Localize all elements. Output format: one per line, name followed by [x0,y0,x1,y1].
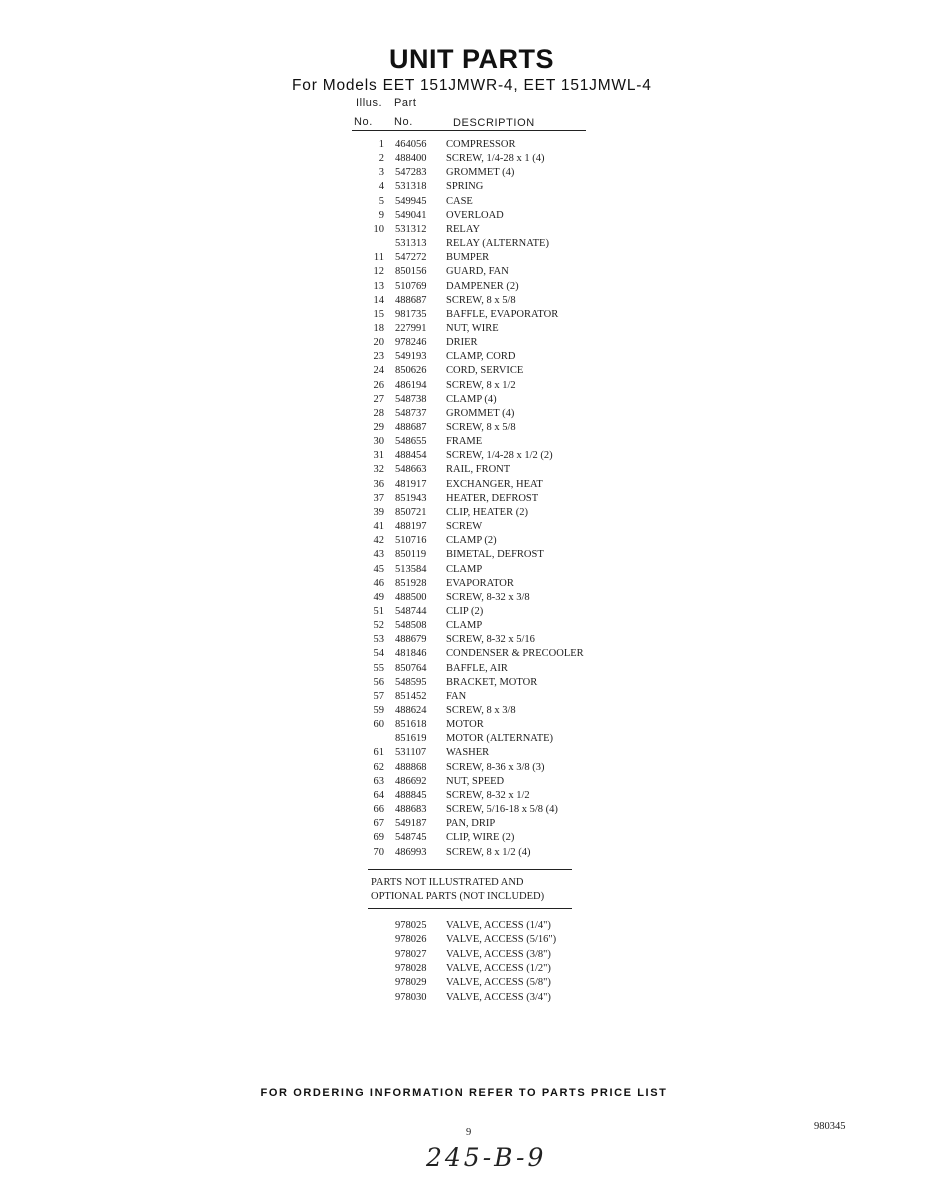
part-description: RELAY (ALTERNATE) [446,238,549,250]
illus-number: 18 [373,322,384,334]
parts-row [0,265,943,279]
optional-parts-row [0,976,943,990]
part-description: SCREW, 8 x 1/2 [446,379,516,391]
part-number: 549041 [395,209,427,221]
part-description: CASE [446,195,473,207]
part-number: 488679 [395,634,427,646]
part-number: 547283 [395,167,427,179]
parts-row [0,393,943,407]
illus-number: 15 [373,308,384,320]
part-description: SCREW, 8-32 x 5/16 [446,634,535,646]
part-description: SCREW [446,521,483,533]
illus-number: 59 [373,705,384,716]
parts-row [0,619,943,633]
illus-header-top: Illus. [356,97,383,109]
illus-number: 67 [373,818,384,830]
part-number: 488687 [395,294,427,306]
illus-number: 45 [373,563,384,575]
illus-number: 32 [373,464,384,476]
optional-parts-row [0,933,943,947]
parts-row [0,195,943,209]
illus-number: 42 [373,535,384,547]
part-description: HEATER, DEFROST [446,492,539,504]
illus-number: 29 [373,422,384,433]
document-code: 980345 [814,1121,846,1132]
parts-row [0,633,943,647]
part-description: BUMPER [446,252,490,264]
part-number: 547272 [395,252,427,264]
handwritten-note: 245-B-9 [426,1143,547,1172]
part-number: 978028 [395,962,427,974]
part-number: 486993 [395,846,427,858]
part-number: 531313 [395,238,427,250]
description-header: DESCRIPTION [453,117,535,129]
part-description: COMPRESSOR [446,139,516,150]
illus-number: 43 [373,549,384,561]
part-description: DAMPENER (2) [446,280,519,292]
parts-row [0,704,943,718]
optional-parts-row [0,962,943,976]
illus-number: 62 [373,761,384,773]
parts-row [0,407,943,421]
section-divider [368,869,572,870]
optional-parts-row [0,991,943,1005]
part-description: BRACKET, MOTOR [446,676,538,688]
parts-row [0,449,943,463]
part-number: 488687 [395,422,427,433]
part-description: PAN, DRIP [446,818,496,830]
parts-row [0,718,943,732]
parts-row [0,548,943,562]
part-description: SCREW, 8 x 1/2 (4) [446,846,531,858]
parts-row [0,775,943,789]
illus-number: 13 [373,280,384,292]
illus-number: 56 [373,676,384,688]
parts-row [0,662,943,676]
parts-row [0,563,943,577]
parts-row [0,251,943,265]
part-description: BIMETAL, DEFROST [446,549,544,561]
part-number: 548738 [395,393,427,405]
parts-row [0,492,943,506]
part-no-header: No. [394,116,413,128]
part-number: 978026 [395,934,427,946]
illus-number: 9 [378,209,384,221]
part-description: VALVE, ACCESS (1/4") [446,920,551,931]
part-description: SCREW, 8 x 5/8 [446,294,516,306]
header-rule [352,130,586,131]
parts-row [0,237,943,251]
part-number: 549193 [395,351,427,363]
part-number: 488683 [395,804,427,816]
illus-number: 51 [373,605,384,617]
parts-row [0,647,943,661]
part-number: 510769 [395,280,427,292]
part-description: GUARD, FAN [446,266,509,278]
part-description: SCREW, 8 x 5/8 [446,422,516,433]
part-number: 488845 [395,789,427,801]
page-number: 9 [466,1127,472,1138]
parts-row [0,308,943,322]
parts-row [0,435,943,449]
illus-number: 30 [373,436,384,448]
part-header-top: Part [394,97,417,109]
illus-number: 2 [378,153,384,165]
part-number: 531318 [395,181,427,193]
illus-number: 36 [373,478,384,490]
parts-row [0,803,943,817]
part-number: 978029 [395,977,427,989]
part-number: 851452 [395,690,427,702]
part-number: 548663 [395,464,427,476]
illus-number: 26 [373,379,384,391]
part-description: SCREW, 5/16-18 x 5/8 (4) [446,804,558,816]
parts-row [0,421,943,435]
part-description: VALVE, ACCESS (3/4") [446,991,551,1003]
illus-number: 14 [373,294,384,306]
parts-row [0,817,943,831]
part-number: 981735 [395,308,427,320]
parts-row [0,322,943,336]
illus-number: 11 [373,252,384,264]
illus-number: 23 [373,351,384,363]
parts-row [0,591,943,605]
part-number: 486692 [395,775,427,787]
page-title: UNIT PARTS [389,44,554,74]
part-number: 548744 [395,605,427,617]
part-number: 531312 [395,223,427,235]
parts-row [0,746,943,760]
part-number: 850721 [395,506,427,518]
part-number: 978025 [395,920,427,931]
part-number: 488197 [395,521,427,533]
illus-number: 63 [373,775,384,787]
part-description: GROMMET (4) [446,407,515,419]
illus-number: 70 [373,846,384,858]
part-number: 978030 [395,991,427,1003]
illus-number: 20 [373,337,384,349]
ordering-footer: FOR ORDERING INFORMATION REFER TO PARTS PRICE LIST [260,1087,668,1099]
part-description: SPRING [446,181,484,193]
illus-number: 39 [373,506,384,518]
part-description: BAFFLE, AIR [446,662,508,674]
part-description: SCREW, 1/4-28 x 1 (4) [446,153,545,165]
parts-row [0,166,943,180]
part-number: 513584 [395,563,427,575]
part-number: 548737 [395,407,427,419]
parts-row [0,478,943,492]
illus-number: 60 [373,719,384,731]
part-number: 488400 [395,153,427,165]
part-description: SCREW, 8 x 3/8 [446,705,516,716]
parts-row [0,379,943,393]
part-description: FAN [446,690,467,702]
part-description: VALVE, ACCESS (3/8") [446,948,551,960]
parts-row [0,577,943,591]
part-number: 488454 [395,450,427,462]
illus-number: 31 [373,450,384,462]
parts-row [0,294,943,308]
part-number: 481846 [395,648,427,660]
part-number: 227991 [395,322,427,334]
illus-number: 24 [373,365,384,377]
optional-heading-line-1: PARTS NOT ILLUSTRATED AND [371,877,524,888]
optional-heading-line-2: OPTIONAL PARTS (NOT INCLUDED) [371,891,545,902]
part-number: 549945 [395,195,427,207]
part-number: 851928 [395,577,427,589]
parts-row [0,180,943,194]
part-number: 850764 [395,662,427,674]
part-description: CONDENSER & PRECOOLER [446,648,584,660]
illus-number: 27 [373,393,384,405]
part-description: RELAY [446,223,481,235]
part-description: MOTOR (ALTERNATE) [446,733,554,745]
part-number: 486194 [395,379,427,391]
illus-number: 28 [373,407,384,419]
parts-row [0,789,943,803]
part-number: 481917 [395,478,427,490]
part-number: 531107 [395,747,427,759]
part-number: 978027 [395,948,427,960]
parts-row [0,831,943,845]
illus-number: 53 [373,634,384,646]
illus-number: 52 [373,620,384,632]
illus-number: 5 [378,195,384,207]
part-description: NUT, SPEED [446,775,505,787]
illus-number: 1 [378,139,384,150]
optional-heading-rule [368,908,572,909]
part-description: SCREW, 8-32 x 1/2 [446,789,530,801]
part-description: CLIP (2) [446,605,484,617]
part-number: 851943 [395,492,427,504]
illus-number: 55 [373,662,384,674]
part-description: VALVE, ACCESS (5/8") [446,977,551,989]
parts-row [0,506,943,520]
part-description: EXCHANGER, HEAT [446,478,543,490]
parts-row [0,364,943,378]
illus-number: 46 [373,577,384,589]
part-number: 978246 [395,337,427,349]
illus-number: 10 [373,223,384,235]
illus-number: 61 [373,747,384,759]
models-subtitle: For Models EET 151JMWR-4, EET 151JMWL-4 [292,77,652,94]
parts-row [0,676,943,690]
illus-number: 41 [373,521,384,533]
part-description: BAFFLE, EVAPORATOR [446,308,559,320]
part-description: GROMMET (4) [446,167,515,179]
parts-row [0,209,943,223]
illus-number: 66 [373,804,384,816]
part-description: CORD, SERVICE [446,365,524,377]
parts-row [0,732,943,746]
part-description: VALVE, ACCESS (1/2") [446,962,551,974]
part-number: 548595 [395,676,427,688]
parts-row [0,223,943,237]
part-description: NUT, WIRE [446,322,499,334]
part-number: 548745 [395,832,427,844]
part-description: CLAMP (2) [446,535,497,547]
part-description: SCREW, 8-36 x 3/8 (3) [446,761,545,773]
part-description: CLAMP (4) [446,393,497,405]
part-number: 488868 [395,761,427,773]
part-number: 851619 [395,733,427,745]
part-number: 548655 [395,436,427,448]
parts-row [0,138,943,152]
part-number: 510716 [395,535,427,547]
part-description: SCREW, 1/4-28 x 1/2 (2) [446,450,553,462]
part-description: EVAPORATOR [446,577,514,589]
illus-number: 4 [378,181,384,193]
illus-no-header: No. [354,116,373,128]
part-description: CLAMP [446,563,483,575]
illus-number: 3 [378,167,384,179]
part-description: CLAMP [446,620,483,632]
parts-row [0,152,943,166]
illus-number: 64 [373,789,384,801]
illus-number: 57 [373,690,384,702]
part-number: 488500 [395,591,427,603]
parts-row [0,520,943,534]
part-number: 850156 [395,266,427,278]
parts-row [0,690,943,704]
part-description: WASHER [446,747,490,759]
part-description: FRAME [446,436,483,448]
parts-row [0,761,943,775]
parts-row [0,605,943,619]
parts-row [0,280,943,294]
parts-row [0,534,943,548]
part-number: 464056 [395,139,427,150]
parts-row [0,336,943,350]
part-description: RAIL, FRONT [446,464,511,476]
illus-number: 12 [373,266,384,278]
part-description: DRIER [446,337,478,349]
part-number: 488624 [395,705,427,716]
optional-parts-row [0,948,943,962]
part-description: MOTOR [446,719,484,731]
part-description: CLIP, HEATER (2) [446,506,528,518]
optional-parts-row [0,919,943,933]
illus-number: 49 [373,591,384,603]
part-description: VALVE, ACCESS (5/16") [446,934,557,946]
part-number: 850119 [395,549,427,561]
illus-number: 69 [373,832,384,844]
part-description: OVERLOAD [446,209,504,221]
parts-row [0,846,943,860]
illus-number: 54 [373,648,384,660]
part-description: CLAMP, CORD [446,351,516,363]
part-description: SCREW, 8-32 x 3/8 [446,591,530,603]
illus-number: 37 [373,492,384,504]
part-number: 548508 [395,620,427,632]
part-description: CLIP, WIRE (2) [446,832,515,844]
part-number: 549187 [395,818,427,830]
parts-row [0,350,943,364]
parts-row [0,463,943,477]
part-number: 850626 [395,365,427,377]
part-number: 851618 [395,719,427,731]
